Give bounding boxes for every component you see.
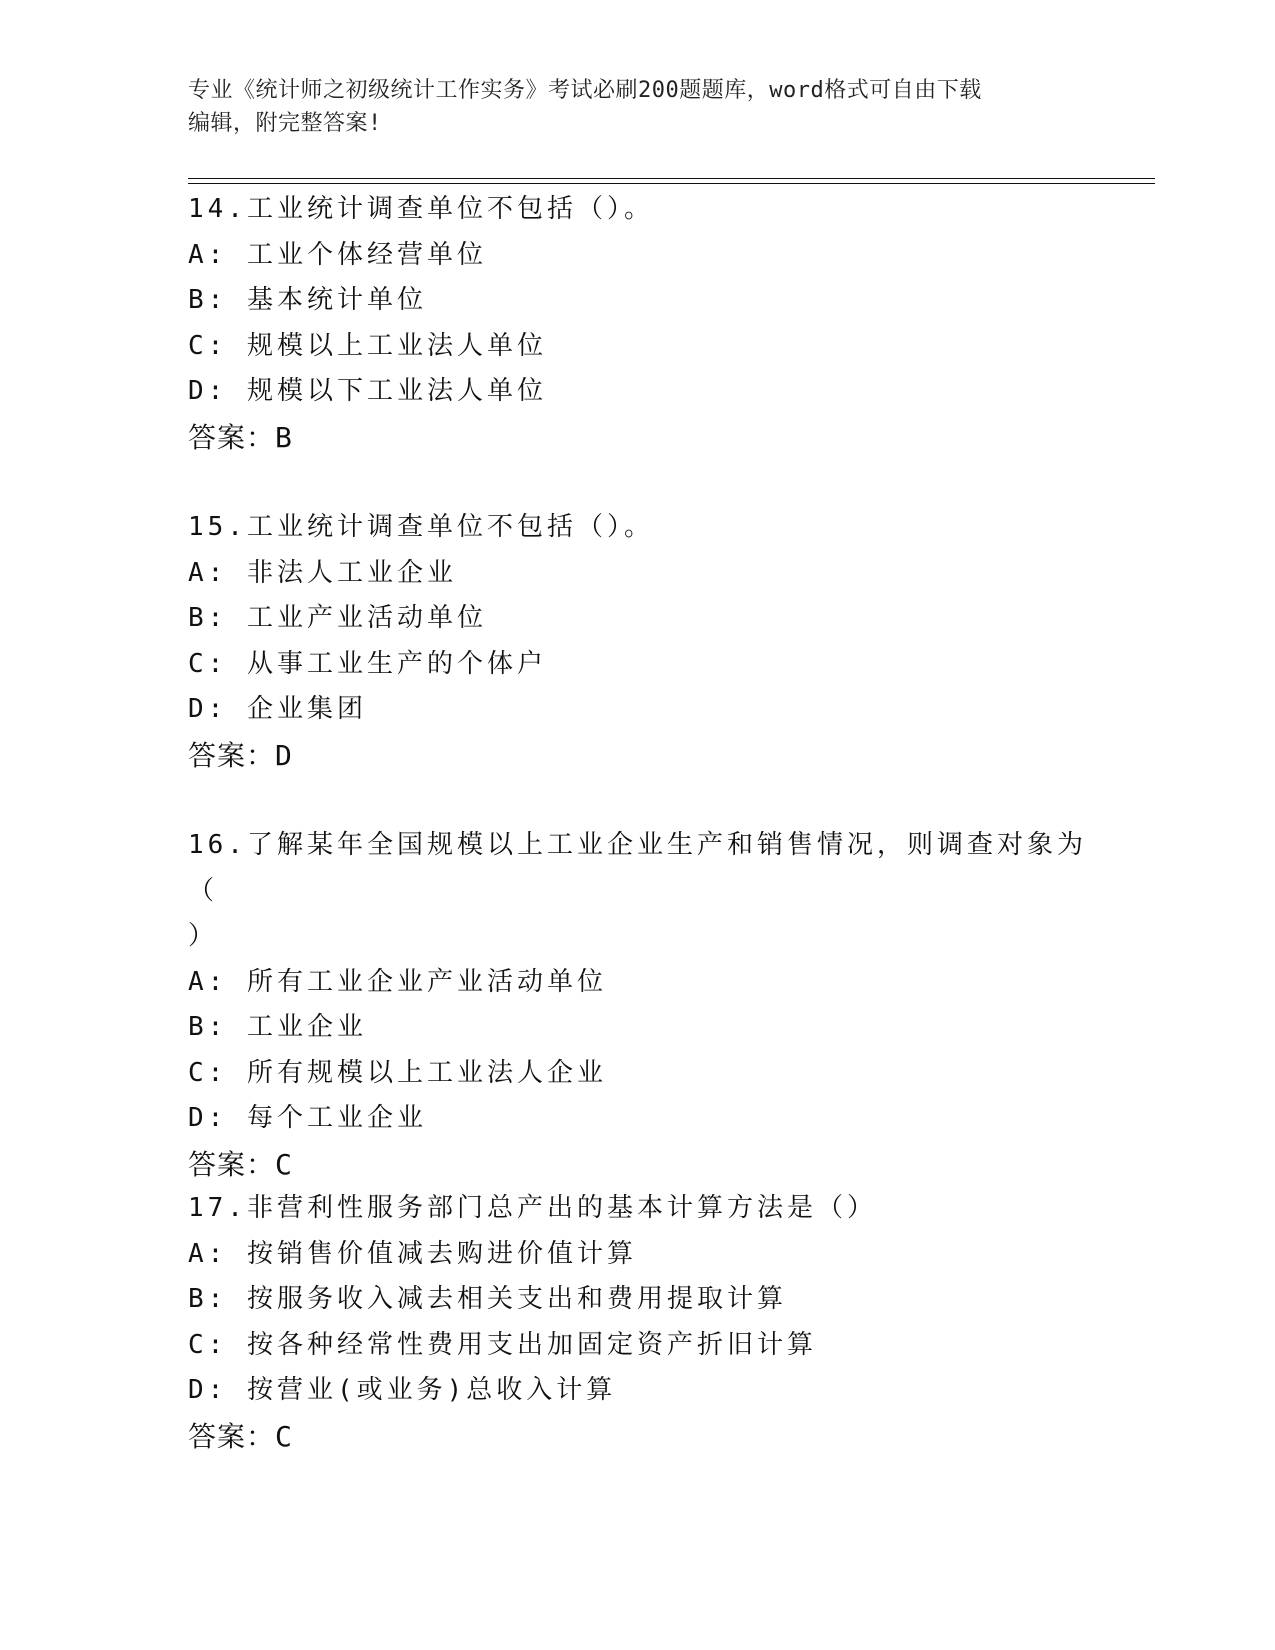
- header-divider-bottom: [188, 183, 1155, 184]
- question-stem: 17.非营利性服务部门总产出的基本计算方法是（）: [188, 1193, 877, 1223]
- option-b: B: 基本统计单位: [188, 285, 427, 315]
- option-c: C: 按各种经常性费用支出加固定资产折旧计算: [188, 1329, 817, 1360]
- answer-label: 答案：B: [188, 420, 293, 454]
- question-15: [188, 505, 1088, 778]
- question-stem: 16.了解某年全国规模以上工业企业生产和销售情况，则调查对象为（: [188, 830, 1087, 906]
- option-c: C: 所有规模以上工业法人企业: [188, 1057, 607, 1088]
- option-a: A: 所有工业企业产业活动单位: [188, 966, 607, 997]
- answer-label: 答案：C: [188, 1147, 293, 1181]
- question-14: [188, 187, 1088, 460]
- option-d: D: 按营业(或业务)总收入计算: [188, 1375, 617, 1405]
- option-a: A: 按销售价值减去购进价值计算: [188, 1238, 637, 1269]
- document-header: [188, 74, 1088, 140]
- header-line-1: 专业《统计师之初级统计工作实务》考试必刷200题题库，word格式可自由下载: [188, 78, 982, 103]
- option-a: A: 工业个体经营单位: [188, 239, 487, 270]
- answer-label: 答案：D: [188, 738, 293, 772]
- option-b: B: 工业企业: [188, 1012, 367, 1042]
- option-c: C: 规模以上工业法人单位: [188, 330, 547, 361]
- question-stem: 15.工业统计调查单位不包括（）。: [188, 512, 654, 542]
- answer-label: 答案：C: [188, 1419, 293, 1453]
- option-c: C: 从事工业生产的个体户: [188, 648, 547, 679]
- option-d: D: 企业集团: [188, 694, 367, 724]
- header-divider-top: [188, 178, 1155, 179]
- question-16: [188, 823, 1088, 1187]
- question-stem: 14.工业统计调查单位不包括（）。: [188, 194, 654, 224]
- question-stem-continued: ）: [188, 921, 219, 951]
- question-17: [188, 1186, 1088, 1459]
- option-b: B: 按服务收入减去相关支出和费用提取计算: [188, 1284, 787, 1314]
- option-d: D: 每个工业企业: [188, 1103, 427, 1133]
- header-line-2: 编辑，附完整答案!: [188, 111, 382, 136]
- option-a: A: 非法人工业企业: [188, 557, 457, 588]
- option-b: B: 工业产业活动单位: [188, 603, 487, 633]
- option-d: D: 规模以下工业法人单位: [188, 376, 547, 406]
